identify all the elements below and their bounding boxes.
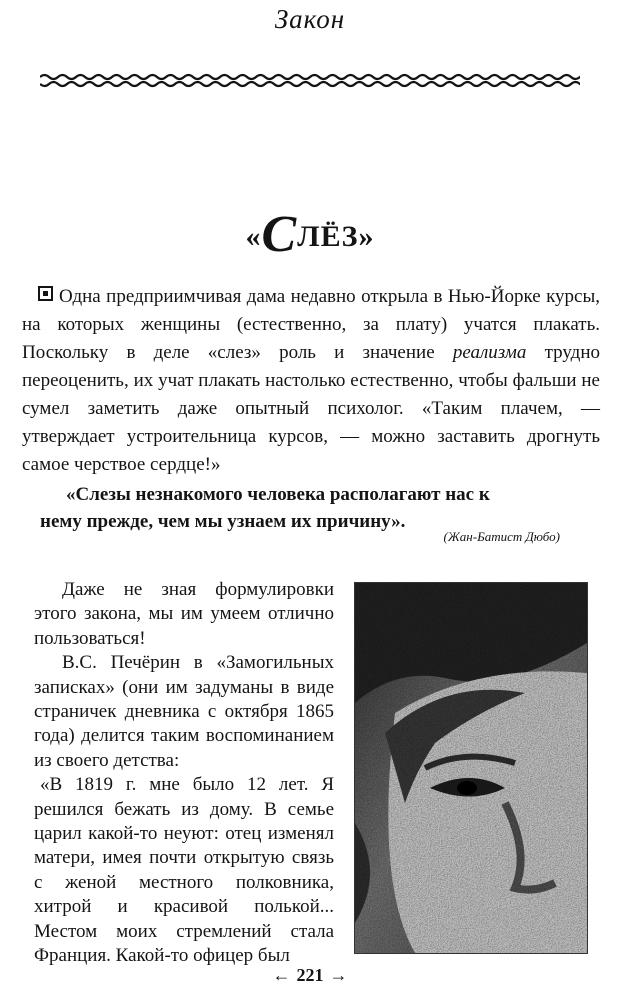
epigraph-quote <box>40 481 585 535</box>
quote-line-1: «Слезы незнакомого человека располагают нас к <box>66 484 490 505</box>
running-head: Закон <box>274 4 346 34</box>
intro-text-1: Одна предприимчивая дама недавно открыла в Нью-Йорке курсы, на которых женщины (естественно, за плату) учатся плакать. Поскольку в деле «слез» роль и значение <box>22 286 600 363</box>
title-close-quote: » <box>358 220 375 253</box>
right-arrow-icon: → <box>329 965 348 985</box>
page-footer <box>0 965 620 986</box>
quote-line-2: нему прежде, чем мы узнаем их причину». <box>40 511 406 532</box>
body-column <box>34 578 334 969</box>
section-title <box>0 205 620 264</box>
body-paragraph-1: Даже не зная формулировки этого закона, мы им умеем отлично пользоваться! <box>34 579 334 649</box>
square-bullet-icon <box>38 286 53 301</box>
intro-paragraph <box>22 283 600 479</box>
title-rest: ЛЁЗ <box>297 220 359 253</box>
page-number: 221 <box>296 965 324 985</box>
decorative-wave-rule <box>40 70 580 92</box>
body-paragraph-2: В.С. Печёрин в «Замогильных записках» (они им задуманы в виде страничек дневника с октября 1865 года) делится таким воспоминанием из своего детства: <box>34 652 334 771</box>
quote-attribution: (Жан-Батист Дюбо) <box>443 529 560 544</box>
title-initial: С <box>261 206 298 263</box>
body-paragraph-3: «В 1819 г. мне было 12 лет. Я решился бежать из дому. В семье царил какой-то неуют: отец изменял матери, имея почти открытую связь с женой местного полковника, хитрой и красивой полькой... Местом моих стремлений стала Франция. Какой-то офицер был <box>34 774 334 967</box>
portrait-photo <box>354 582 588 954</box>
stippled-face-image <box>355 583 587 953</box>
left-arrow-icon: ← <box>272 965 291 985</box>
intro-text-2: трудно переоценить, их учат плакать настолько естественно, чтобы фальши не сумел заметить даже опытный психолог. «Таким плачем, — утверждает устроительница курсов, — можно заставить дрогнуть самое черствое сердце!» <box>22 342 600 475</box>
title-open-quote: « <box>245 220 262 253</box>
intro-emphasis: реализма <box>452 342 527 363</box>
